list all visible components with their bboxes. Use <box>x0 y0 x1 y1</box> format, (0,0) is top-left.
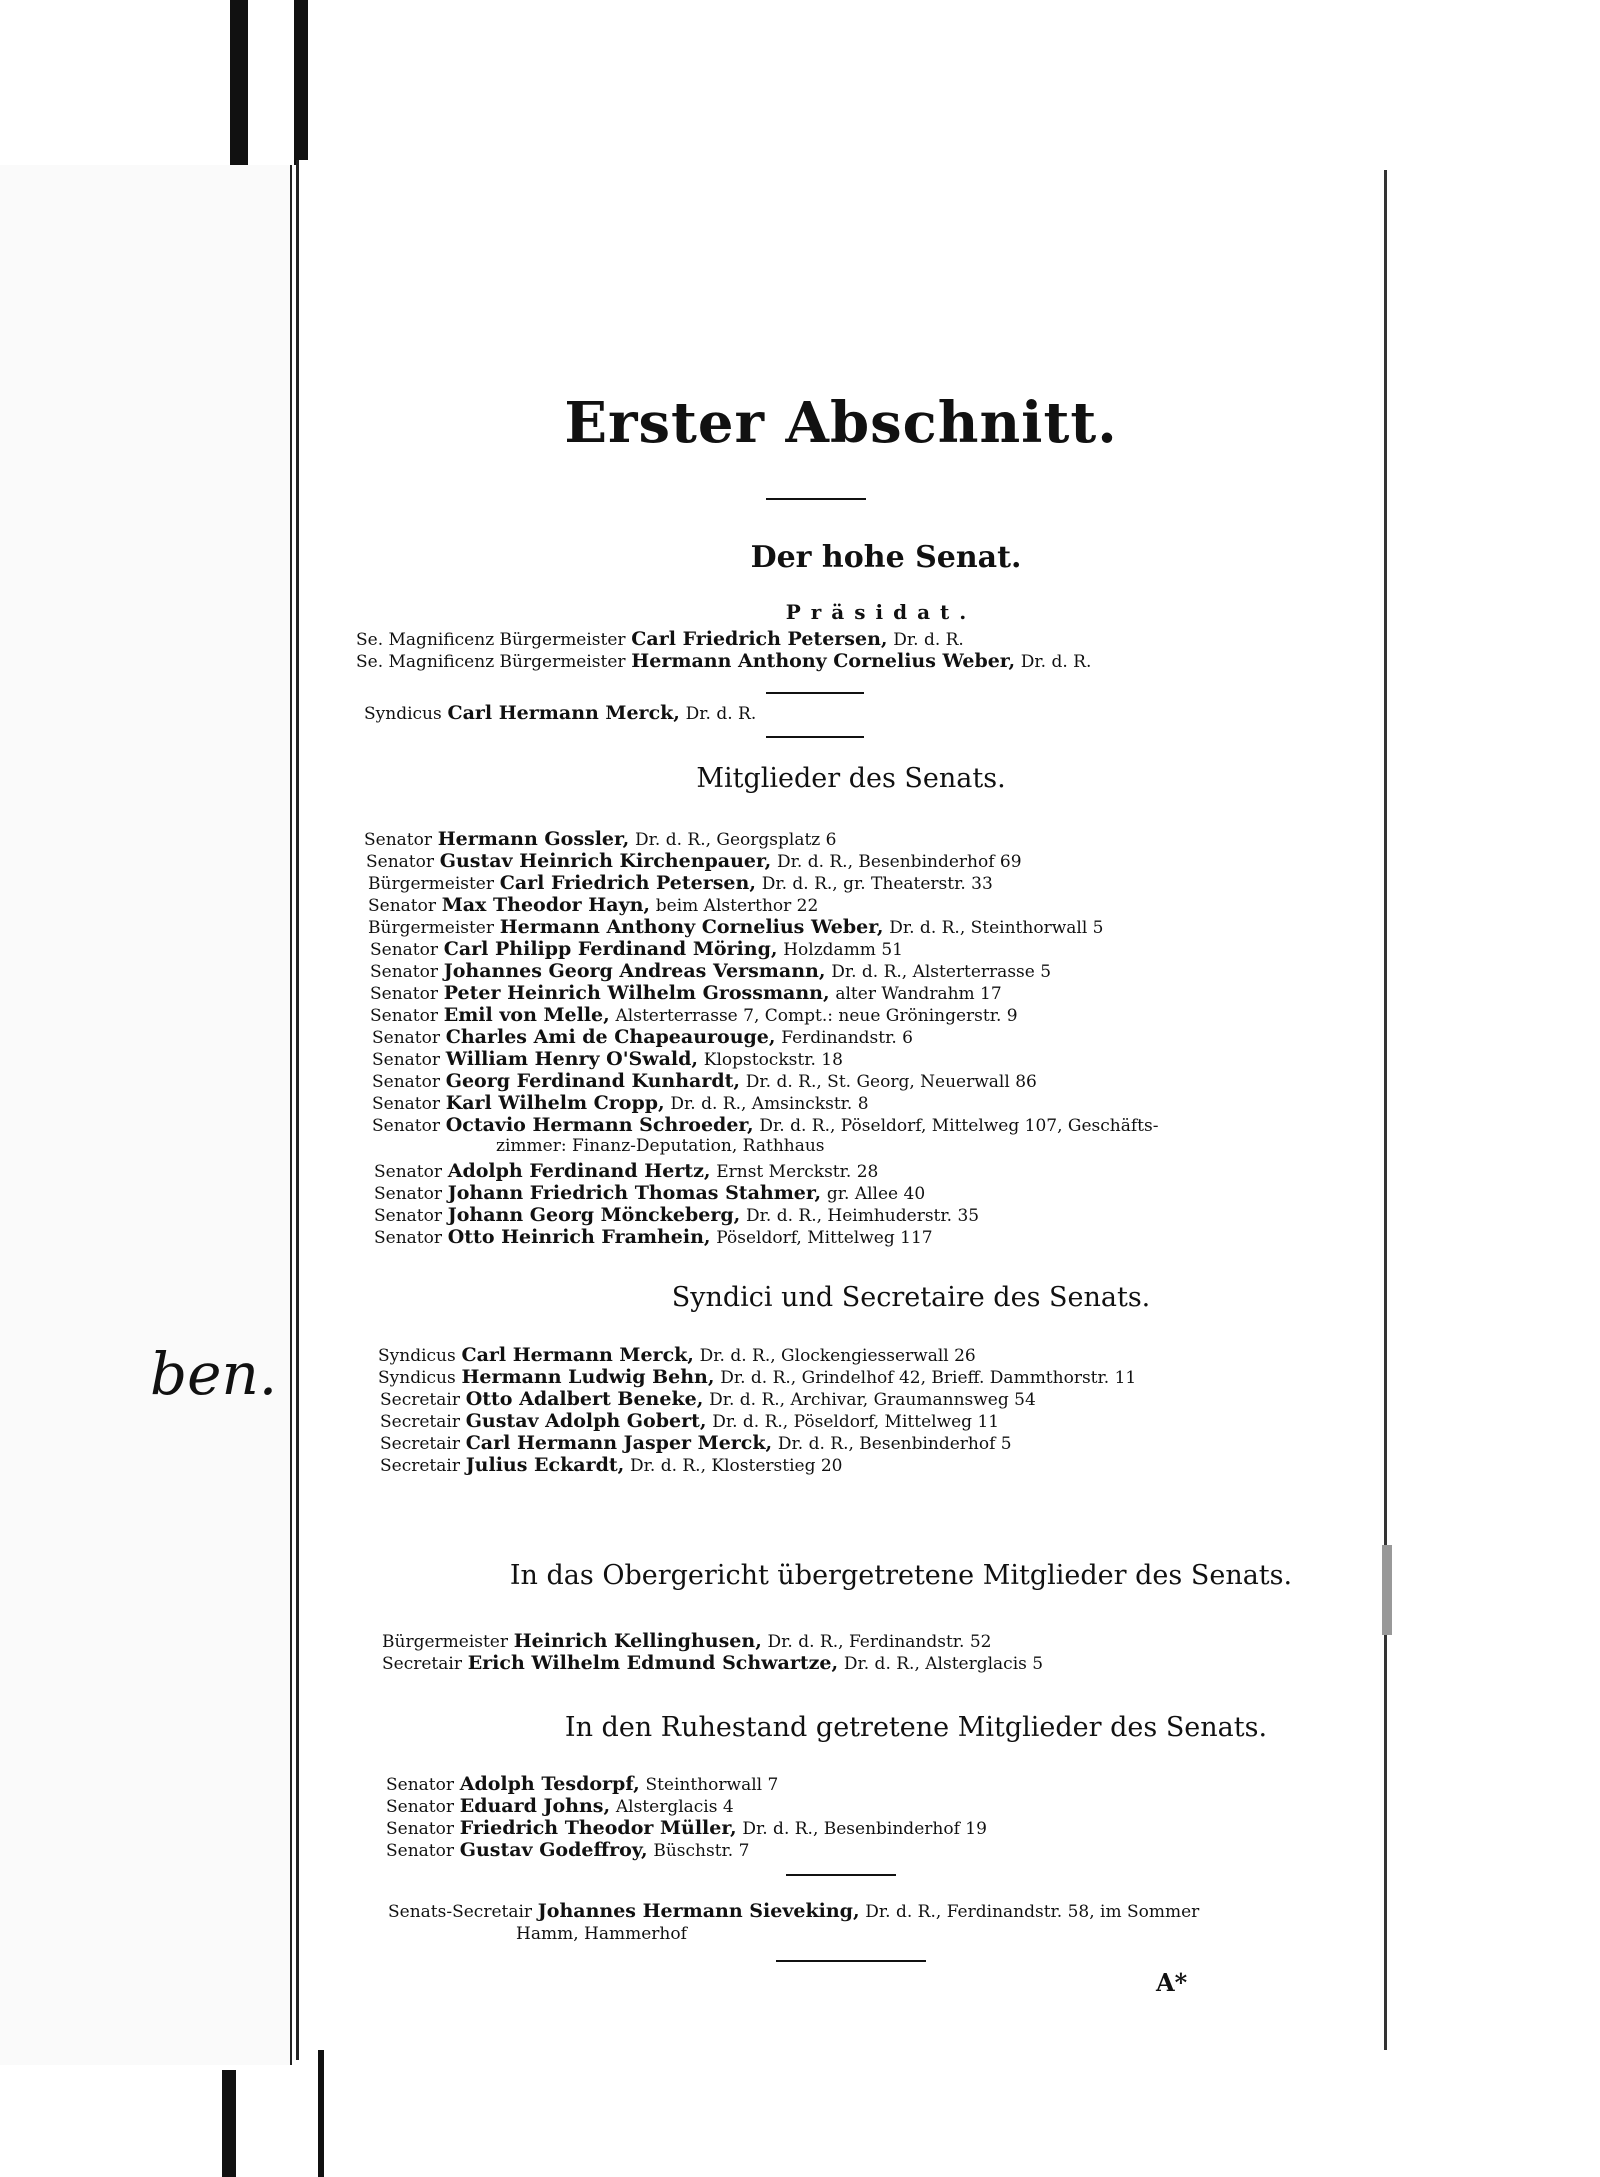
member-entry <box>370 938 903 961</box>
entry-name: Johannes Hermann Sieveking, <box>537 1900 860 1922</box>
entry-detail: Dr. d. R., Pöseldorf, Mittelweg 107, Geschäfts- <box>759 1116 1159 1136</box>
entry-name: Otto Heinrich Framhein, <box>447 1226 711 1248</box>
member-entry <box>370 960 1051 983</box>
ruhestand-heading: In den Ruhestand getretene Mitglieder des Senats. <box>564 1712 1268 1743</box>
ruhestand-entry <box>386 1795 734 1818</box>
entry-title: Senator <box>386 1819 454 1839</box>
syndici-entry <box>380 1432 1012 1455</box>
entry-title: Senator <box>372 1028 440 1048</box>
member-entry <box>370 1004 1018 1027</box>
entry-title: Senator <box>370 1006 438 1026</box>
entry-name: Carl Philipp Ferdinand Möring, <box>443 938 778 960</box>
entry-title: Senator <box>374 1162 442 1182</box>
entry-detail: Dr. d. R., Besenbinderhof 69 <box>777 852 1022 872</box>
member-entry-continuation: zimmer: Finanz-Deputation, Rathhaus <box>496 1136 825 1156</box>
syndici-heading: Syndici und Secretaire des Senats. <box>671 1282 1151 1313</box>
left-page-fragment: ben. <box>150 1340 278 1408</box>
entry-name: Johann Georg Mönckeberg, <box>447 1204 741 1226</box>
entry-title: Senator <box>374 1184 442 1204</box>
member-entry <box>368 916 1103 939</box>
entry-name: Erich Wilhelm Edmund Schwartze, <box>467 1652 839 1674</box>
entry-name: Johann Friedrich Thomas Stahmer, <box>447 1182 822 1204</box>
entry-name: Gustav Heinrich Kirchenpauer, <box>439 850 772 872</box>
entry-title: Senator <box>372 1094 440 1114</box>
entry-detail: Büschstr. 7 <box>653 1841 750 1861</box>
entry-title: Senator <box>370 962 438 982</box>
entry-detail: Alsterglacis 4 <box>615 1797 734 1817</box>
entry-title: Secretair <box>380 1412 460 1432</box>
member-entry <box>372 1092 869 1115</box>
member-entry <box>370 982 1002 1005</box>
entry-name: Carl Friedrich Petersen, <box>631 628 888 650</box>
divider <box>766 736 864 738</box>
entry-detail: Dr. d. R., Alsterterrasse 5 <box>831 962 1052 982</box>
ruhestand-entry <box>386 1817 987 1840</box>
entry-name: William Henry O'Swald, <box>445 1048 699 1070</box>
syndici-entry <box>380 1410 999 1433</box>
member-entry <box>372 1026 913 1049</box>
entry-detail: Dr. d. R., Heimhuderstr. 35 <box>746 1206 980 1226</box>
entry-detail: Dr. d. R., Besenbinderhof 19 <box>742 1819 987 1839</box>
obergericht-entry <box>382 1630 992 1653</box>
entry-title: Senator <box>374 1228 442 1248</box>
entry-detail: Steinthorwall 7 <box>645 1775 779 1795</box>
entry-name: Heinrich Kellinghusen, <box>513 1630 762 1652</box>
syndici-entry <box>380 1454 842 1477</box>
entry-name: Hermann Anthony Cornelius Weber, <box>631 650 1016 672</box>
member-entry <box>368 894 818 917</box>
entry-detail: Dr. d. R., Georgsplatz 6 <box>635 830 837 850</box>
entry-name: Karl Wilhelm Cropp, <box>445 1092 665 1114</box>
syndici-entry <box>378 1366 1136 1389</box>
member-entry <box>368 872 993 895</box>
entry-title: Secretair <box>382 1654 462 1674</box>
entry-detail: Dr. d. R., Steinthorwall 5 <box>889 918 1104 938</box>
syndicus-entry <box>364 702 756 725</box>
entry-title: Senator <box>386 1841 454 1861</box>
entry-name: Carl Hermann Jasper Merck, <box>465 1432 773 1454</box>
senats-secretair-continuation: Hamm, Hammerhof <box>516 1924 687 1944</box>
entry-title: Secretair <box>380 1456 460 1476</box>
entry-detail: Pöseldorf, Mittelweg 117 <box>716 1228 933 1248</box>
entry-title: Senator <box>372 1116 440 1136</box>
member-entry <box>374 1160 878 1183</box>
entry-title: Senator <box>386 1775 454 1795</box>
member-entry <box>372 1114 1158 1137</box>
entry-title: Bürgermeister <box>368 874 494 894</box>
member-entry <box>372 1048 843 1071</box>
binding-strip-bottom-right <box>318 2050 324 2177</box>
member-entry <box>366 850 1022 873</box>
praesidat-heading: Präsidat. <box>785 600 977 624</box>
member-entry <box>364 828 836 851</box>
entry-detail: Dr. d. R., Pöseldorf, Mittelweg 11 <box>712 1412 1000 1432</box>
senate-heading: Der hohe Senat. <box>750 540 1022 575</box>
syndici-entry <box>380 1388 1036 1411</box>
member-entry <box>374 1226 933 1249</box>
entry-title: Secretair <box>380 1390 460 1410</box>
entry-name: Otto Adalbert Beneke, <box>465 1388 704 1410</box>
obergericht-entry <box>382 1652 1043 1675</box>
entry-title: Bürgermeister <box>382 1632 508 1652</box>
entry-name: Charles Ami de Chapeaurouge, <box>445 1026 776 1048</box>
mitglieder-heading: Mitglieder des Senats. <box>696 763 1006 794</box>
entry-title: Senator <box>374 1206 442 1226</box>
entry-title: Secretair <box>380 1434 460 1454</box>
entry-name: Adolph Ferdinand Hertz, <box>447 1160 711 1182</box>
obergericht-heading: In das Obergericht übergetretene Mitglieder des Senats. <box>509 1560 1293 1591</box>
entry-detail: Dr. d. R., Alsterglacis 5 <box>843 1654 1044 1674</box>
praesidat-entry <box>356 628 964 651</box>
signature-mark: A* <box>1156 1968 1188 1997</box>
entry-detail: Holzdamm 51 <box>783 940 903 960</box>
entry-name: Carl Hermann Merck, <box>461 1344 694 1366</box>
entry-title: Senator <box>370 984 438 1004</box>
entry-name: Carl Friedrich Petersen, <box>499 872 756 894</box>
entry-name: Peter Heinrich Wilhelm Grossmann, <box>443 982 830 1004</box>
entry-name: Emil von Melle, <box>443 1004 610 1026</box>
entry-title: Senator <box>370 940 438 960</box>
entry-name: Hermann Gossler, <box>437 828 630 850</box>
entry-detail: Alsterterrasse 7, Compt.: neue Gröningerstr. 9 <box>615 1006 1018 1026</box>
binding-strip-top <box>230 0 248 165</box>
entry-name: Octavio Hermann Schroeder, <box>445 1114 754 1136</box>
entry-detail: Dr. d. R., Ferdinandstr. 52 <box>767 1632 992 1652</box>
entry-title: Bürgermeister <box>368 918 494 938</box>
praesidat-entry <box>356 650 1091 673</box>
entry-name: Johannes Georg Andreas Versmann, <box>443 960 826 982</box>
entry-detail: Dr. d. R. <box>1020 652 1092 672</box>
divider <box>786 1874 896 1876</box>
member-entry <box>374 1182 925 1205</box>
member-entry <box>372 1070 1037 1093</box>
entry-detail: Ferdinandstr. 6 <box>781 1028 913 1048</box>
entry-name: Gustav Adolph Gobert, <box>465 1410 707 1432</box>
entry-detail: Dr. d. R., gr. Theaterstr. 33 <box>761 874 993 894</box>
entry-name: Julius Eckardt, <box>465 1454 625 1476</box>
entry-title: Senator <box>368 896 436 916</box>
entry-name: Friedrich Theodor Müller, <box>459 1817 737 1839</box>
entry-title: Senats-Secretair <box>388 1902 533 1922</box>
entry-name: Eduard Johns, <box>459 1795 611 1817</box>
senats-secretair-entry <box>388 1900 1199 1923</box>
entry-name: Adolph Tesdorpf, <box>459 1773 640 1795</box>
entry-title: Syndicus <box>378 1346 456 1366</box>
left-page <box>0 165 292 2065</box>
entry-detail: Dr. d. R., Besenbinderhof 5 <box>777 1434 1012 1454</box>
entry-title: Senator <box>386 1797 454 1817</box>
entry-title: Syndicus <box>378 1368 456 1388</box>
entry-detail: alter Wandrahm 17 <box>835 984 1002 1004</box>
entry-title: Syndicus <box>364 704 442 724</box>
entry-title: Senator <box>372 1050 440 1070</box>
entry-name: Max Theodor Hayn, <box>441 894 651 916</box>
syndici-entry <box>378 1344 976 1367</box>
binding-strip-top-right <box>294 0 308 165</box>
divider <box>776 1960 926 1962</box>
ruhestand-entry <box>386 1773 778 1796</box>
entry-detail: beim Alsterthor 22 <box>655 896 819 916</box>
entry-detail: Dr. d. R., Amsinckstr. 8 <box>670 1094 869 1114</box>
entry-title: Senator <box>364 830 432 850</box>
entry-detail: Dr. d. R., St. Georg, Neuerwall 86 <box>745 1072 1037 1092</box>
entry-name: Hermann Ludwig Behn, <box>461 1366 715 1388</box>
member-entry <box>374 1204 979 1227</box>
entry-name: Gustav Godeffroy, <box>459 1839 648 1861</box>
divider <box>766 692 864 694</box>
entry-title: Se. Magnificenz Bürgermeister <box>356 630 626 650</box>
entry-detail: Dr. d. R., Grindelhof 42, Brieff. Dammthorstr. 11 <box>720 1368 1137 1388</box>
divider <box>766 498 866 500</box>
entry-detail: Dr. d. R. <box>893 630 964 650</box>
entry-name: Hermann Anthony Cornelius Weber, <box>499 916 884 938</box>
entry-detail: Dr. d. R., Ferdinandstr. 58, im Sommer <box>865 1902 1200 1922</box>
entry-detail: Ernst Merckstr. 28 <box>716 1162 879 1182</box>
page-title: Erster Abschnitt. <box>564 390 1118 456</box>
entry-title: Senator <box>366 852 434 872</box>
entry-detail: Klopstockstr. 18 <box>703 1050 843 1070</box>
ruhestand-entry <box>386 1839 749 1862</box>
entry-detail: gr. Allee 40 <box>826 1184 926 1204</box>
entry-detail: Dr. d. R., Archivar, Graumannsweg 54 <box>709 1390 1036 1410</box>
binding-strip-bottom <box>222 2070 236 2177</box>
entry-detail: Dr. d. R. <box>685 704 757 724</box>
entry-detail: Dr. d. R., Klosterstieg 20 <box>630 1456 843 1476</box>
entry-detail: Dr. d. R., Glockengiesserwall 26 <box>699 1346 976 1366</box>
entry-name: Carl Hermann Merck, <box>447 702 680 724</box>
entry-title: Senator <box>372 1072 440 1092</box>
entry-name: Georg Ferdinand Kunhardt, <box>445 1070 741 1092</box>
entry-title: Se. Magnificenz Bürgermeister <box>356 652 626 672</box>
